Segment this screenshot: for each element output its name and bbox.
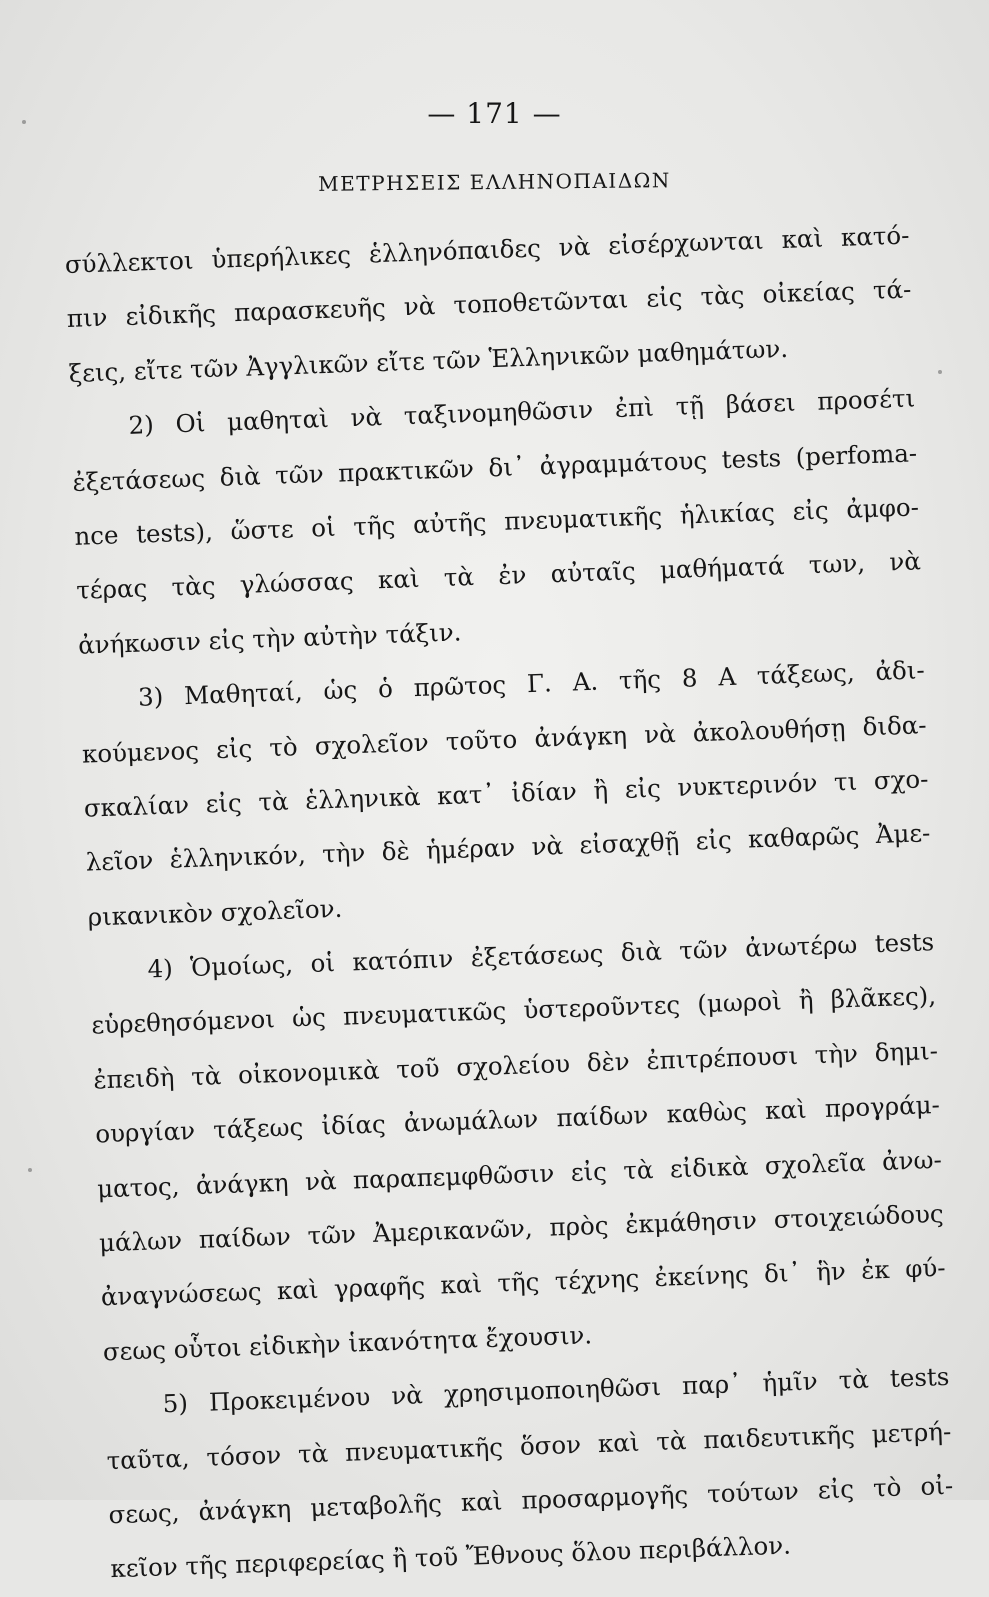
text-line: ἐξετάσεως διὰ τῶν πρακτικῶν δι᾽ ἀγραμμάτους tests (perfoma-: [72, 437, 918, 497]
text-line: σεως οὗτοι εἰδικὴν ἱκανότητα ἔχουσιν.: [102, 1320, 593, 1367]
text-line: ἀναγνώσεως καὶ γραφῆς καὶ τῆς τέχνης ἐκείνης δι᾽ ἣν ἐκ φύ-: [100, 1253, 946, 1312]
text-line: λεῖον ἑλληνικόν, τὴν δὲ ἡμέραν νὰ εἰσαχθῇ εἰς καθαρῶς Ἀμε-: [85, 818, 931, 877]
text-line: σκαλίαν εἰς τὰ ἑλληνικὰ κατ᾽ ἰδίαν ἢ εἰς νυκτερινόν τι σχο-: [83, 764, 929, 823]
text-line: ουργίαν τάξεως ἰδίας ἀνωμάλων παίδων καθὼς καὶ προγράμ-: [94, 1090, 941, 1149]
text-line: ξεις, εἴτε τῶν Ἀγγλικῶν εἴτε τῶν Ἑλληνικῶν μαθημάτων.: [68, 333, 789, 388]
paragraph-start-line: 4) Ὁμοίως, οἱ κατόπιν ἐξετάσεως διὰ τῶν ἀνωτέρω tests: [147, 927, 935, 984]
text-line: σεως, ἀνάγκη μεταβολῆς καὶ προσαρμογῆς τούτων εἰς τὸ οἰ-: [108, 1470, 954, 1530]
text-line: εὑρεθησόμενοι ὡς πνευματικῶς ὑστεροῦντες (μωροὶ ἢ βλᾶκες),: [90, 981, 937, 1040]
paper-speck: [22, 120, 26, 124]
text-line: nce tests), ὥστε οἱ τῆς αὐτῆς πνευματικῆς ἡλικίας εἰς ἀμφο-: [73, 492, 920, 551]
text-line: ἀνήκωσιν εἰς τὴν αὐτὴν τάξιν.: [77, 617, 462, 660]
text-line: κεῖον τῆς περιφερείας ἢ τοῦ Ἔθνους ὅλου περιβάλλον.: [109, 1530, 792, 1584]
text-line: κούμενος εἰς τὸ σχολεῖον τοῦτο ἀνάγκη νὰ ἀκολουθήσῃ διδα-: [81, 709, 928, 769]
body-text: [64, 209, 956, 1597]
text-line: μάλων παίδων τῶν Ἀμερικανῶν, πρὸς ἐκμάθησιν στοιχειώδους: [98, 1198, 945, 1258]
text-line: σύλλεκτοι ὑπερήλικες ἑλληνόπαιδες νὰ εἰσέρχωνται καὶ κατό-: [64, 220, 910, 279]
text-line: ρικανικὸν σχολεῖον.: [87, 893, 343, 932]
text-line: πιν εἰδικῆς παρασκευῆς νὰ τοποθετῶνται εἰς τὰς οἰκείας τά-: [66, 274, 912, 334]
paragraph-start-line: 5) Προκειμένου νὰ χρησιμοποιηθῶσι παρ᾽ ἡμῖν τὰ tests: [162, 1362, 950, 1419]
paragraph-start-line: 3) Μαθηταί, ὡς ὁ πρῶτος Γ. Α. τῆς 8 Α τάξεως, ἀδι-: [137, 655, 926, 712]
paragraph-start-line: 2) Οἱ μαθηταὶ νὰ ταξινομηθῶσιν ἐπὶ τῇ βάσει προσέτι: [128, 383, 916, 441]
running-head: ΜΕΤΡΗΣΕΙΣ ΕΛΛΗΝΟΠΑΙΔΩΝ: [318, 168, 671, 196]
paper-speck: [938, 370, 942, 374]
text-line: ταῦτα, τόσον τὰ πνευματικῆς ὅσον καὶ τὰ παιδευτικῆς μετρή-: [106, 1416, 952, 1475]
text-line: ἐπειδὴ τὰ οἰκονομικὰ τοῦ σχολείου δὲν ἐπιτρέπουσι τὴν δημι-: [92, 1035, 939, 1095]
text-line: τέρας τὰς γλώσσας καὶ τὰ ἐν αὐταῖς μαθήματά των, νὰ: [75, 546, 922, 606]
paper-speck: [28, 1168, 32, 1172]
page-number: — 171 —: [427, 97, 562, 130]
text-line: ματος, ἀνάγκη νὰ παραπεμφθῶσιν εἰς τὰ εἰδικὰ σχολεῖα ἀνω-: [96, 1144, 943, 1204]
